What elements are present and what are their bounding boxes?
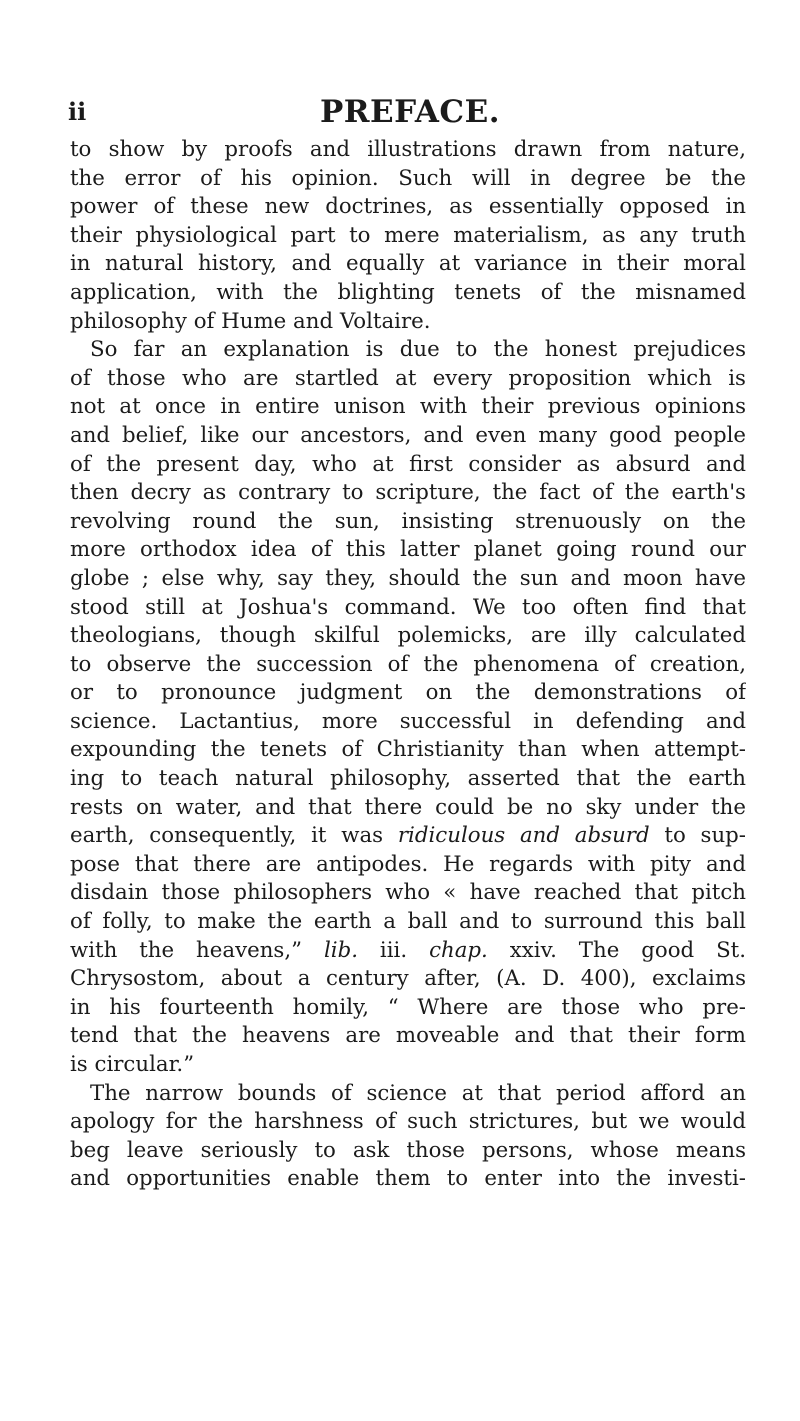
text-line: revolving round the sun, insisting strenuously on the	[70, 508, 746, 534]
text-line: then decry as contrary to scripture, the fact of the earth's	[70, 480, 746, 506]
text-line: The narrow bounds of science at that period afford an	[90, 1080, 746, 1106]
text-segment: iii.	[357, 937, 430, 963]
text-line: globe ; else why, say they, should the sun and moon have	[70, 565, 746, 591]
text-line: in his fourteenth homily, “ Where are those who pre-	[70, 994, 746, 1020]
text-line: power of these new doctrines, as essentially opposed in	[70, 194, 746, 220]
text-line: tend that the heavens are moveable and that their form	[70, 1023, 746, 1049]
text-line: the error of his opinion. Such will in degree be the	[70, 165, 746, 191]
text-segment: with the heavens,”	[70, 937, 324, 963]
text-line	[70, 937, 746, 966]
text-segment: to sup-	[649, 823, 746, 849]
page-header	[70, 92, 750, 132]
text-segment: xxiv. The good St.	[487, 937, 746, 963]
text-line: of folly, to make the earth a ball and to surround this ball	[70, 909, 746, 935]
text-line: rests on water, and that there could be no sky under the	[70, 794, 746, 820]
paragraph-2	[70, 336, 746, 1079]
text-line: application, with the blighting tenets of the misnamed	[70, 279, 746, 305]
text-line: to show by proofs and illustrations drawn from nature,	[70, 137, 746, 162]
text-line: of the present day, who at first consider as absurd and	[70, 451, 746, 477]
text-line: pose that there are antipodes. He regards with pity and	[70, 851, 746, 877]
italic-citation: lib.	[323, 937, 358, 963]
text-line: in natural history, and equally at variance in their moral	[70, 251, 746, 277]
text-line: is circular.”	[70, 1052, 195, 1077]
text-segment: earth, consequently, it was	[70, 823, 398, 849]
paragraph-3	[70, 1080, 746, 1194]
text-line: beg leave seriously to ask those persons, whose means	[70, 1137, 746, 1163]
text-line: or to pronounce judgment on the demonstrations of	[70, 680, 746, 706]
page-number: ii	[68, 97, 87, 126]
text-line: more orthodox idea of this latter planet going round our	[70, 537, 746, 563]
text-line: to observe the succession of the phenomena of creation,	[70, 651, 746, 677]
text-line: apology for the harshness of such strictures, but we would	[70, 1109, 746, 1135]
text-line: of those who are startled at every proposition which is	[70, 365, 746, 391]
text-line: philosophy of Hume and Voltaire.	[70, 308, 431, 334]
text-line: not at once in entire unison with their previous opinions	[70, 394, 746, 420]
text-line: So far an explanation is due to the honest prejudices	[90, 337, 746, 363]
text-line: and opportunities enable them to enter into the investi-	[70, 1166, 746, 1192]
text-line: and belief, like our ancestors, and even many good people	[70, 422, 746, 448]
text-line: stood still at Joshua's command. We too often find that	[70, 594, 746, 620]
paragraph-1	[70, 136, 746, 336]
text-line: science. Lactantius, more successful in defending and	[70, 708, 746, 734]
text-line: theologians, though skilful polemicks, are illy calculated	[70, 623, 746, 649]
running-head: PREFACE.	[319, 94, 501, 130]
text-line: disdain those philosophers who « have reached that pitch	[70, 880, 746, 906]
italic-phrase: ridiculous and absurd	[397, 823, 650, 849]
text-line: ing to teach natural philosophy, asserted that the earth	[70, 766, 746, 792]
text-line	[70, 822, 746, 851]
text-line: their physiological part to mere materialism, as any truth	[70, 222, 746, 248]
text-line: expounding the tenets of Christianity than when attempt-	[70, 737, 746, 763]
body-text	[70, 136, 746, 1194]
text-line: Chrysostom, about a century after, (A. D. 400), exclaims	[70, 966, 746, 992]
italic-citation: chap.	[429, 937, 488, 963]
